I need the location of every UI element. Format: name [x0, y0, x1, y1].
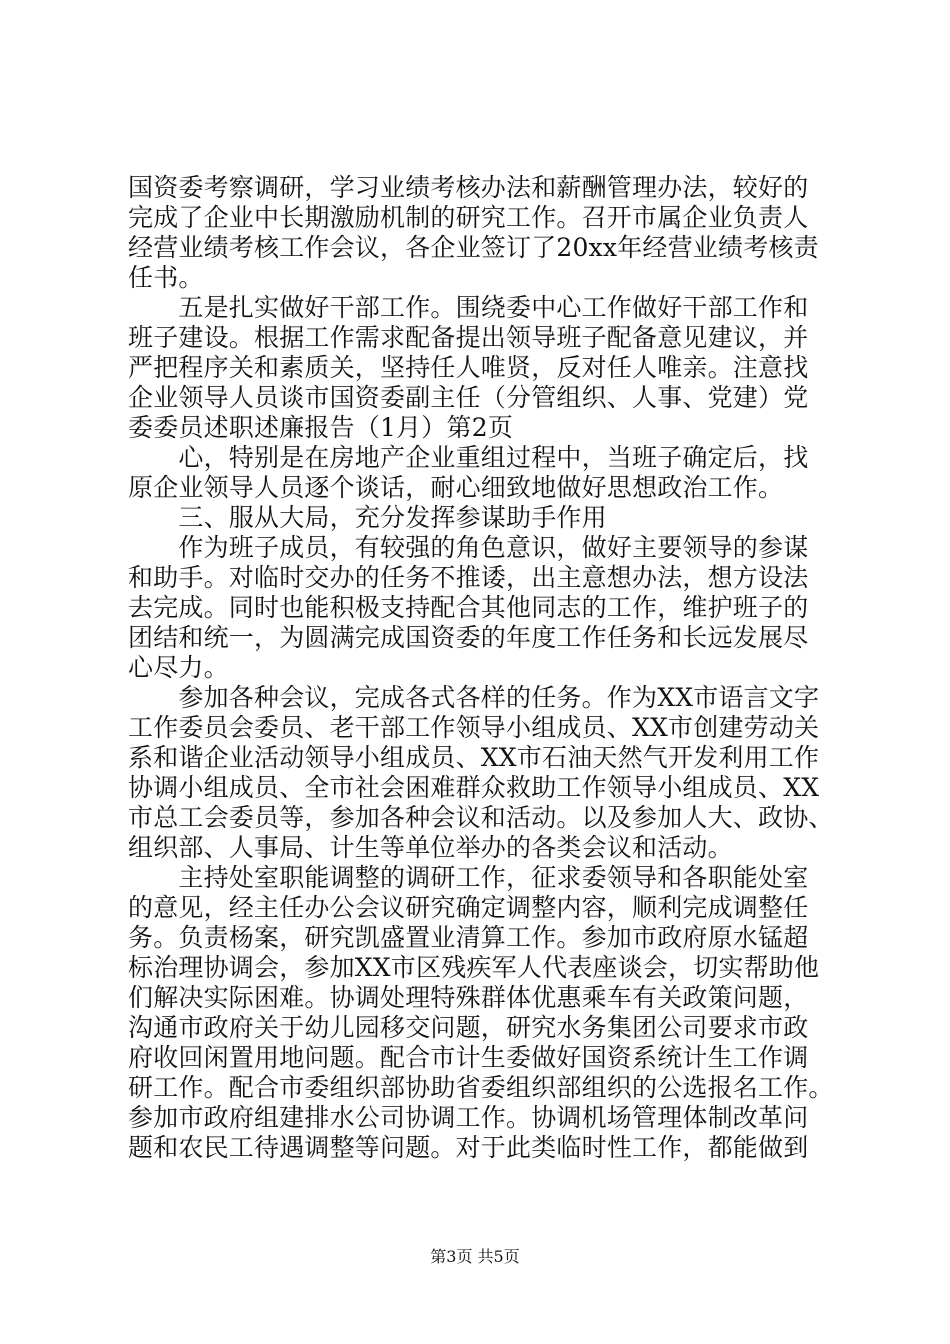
text-line: 的意见，经主任办公会议研究确定调整内容，顺利完成调整任: [128, 893, 809, 922]
text-line: 组织部、人事局、计生等单位举办的各类会议和活动。: [128, 833, 733, 862]
text-line: 题和农民工待遇调整等问题。对于此类临时性工作，都能做到: [128, 1133, 809, 1162]
text-line: 参加市政府组建排水公司协调工作。协调机场管理体制改革问: [128, 1103, 809, 1132]
text-line: 研工作。配合市委组织部协助省委组织部组织的公选报名工作。: [128, 1073, 834, 1102]
section-heading: 三、服从大局，充分发挥参谋助手作用: [128, 503, 607, 532]
text-line: 作为班子成员，有较强的角色意识，做好主要领导的参谋: [128, 533, 809, 562]
text-line: 和助手。对临时交办的任务不推诿，出主意想办法，想方设法: [128, 563, 809, 592]
text-line: 国资委考察调研，学习业绩考核办法和薪酬管理办法，较好的: [128, 173, 809, 202]
document-body: [128, 173, 834, 1163]
text-line: 工作委员会委员、老干部工作领导小组成员、XX市创建劳动关: [128, 713, 820, 742]
text-line: 务。负责杨案，研究凯盛置业清算工作。参加市政府原水锰超: [128, 923, 809, 952]
text-line: 企业领导人员谈市国资委副主任（分管组织、人事、党建）党: [128, 383, 809, 412]
text-line: 们解决实际困难。协调处理特殊群体优惠乘车有关政策问题，: [128, 983, 809, 1012]
text-line: 府收回闲置用地问题。配合市计生委做好国资系统计生工作调: [128, 1043, 809, 1072]
text-line: 去完成。同时也能积极支持配合其他同志的工作，维护班子的: [128, 593, 809, 622]
text-line: 参加各种会议，完成各式各样的任务。作为XX市语言文字: [128, 683, 820, 712]
page-number-footer: 第3页 共5页: [430, 1247, 520, 1266]
text-line: 班子建设。根据工作需求配备提出领导班子配备意见建议，并: [128, 323, 809, 352]
text-line: 心尽力。: [128, 653, 229, 682]
text-line: 严把程序关和素质关，坚持任人唯贤，反对任人唯亲。注意找: [128, 353, 809, 382]
text-line: 原企业领导人员逐个谈话，耐心细致地做好思想政治工作。: [128, 473, 784, 502]
text-line: 主持处室职能调整的调研工作，征求委领导和各职能处室: [128, 863, 809, 892]
text-line: 心，特别是在房地产企业重组过程中，当班子确定后，找: [128, 443, 809, 472]
text-line: 标治理协调会，参加XX市区残疾军人代表座谈会，切实帮助他: [128, 953, 820, 982]
text-line: 市总工会委员等，参加各种会议和活动。以及参加人大、政协、: [128, 803, 834, 832]
text-line: 系和谐企业活动领导小组成员、XX市石油天然气开发利用工作: [128, 743, 820, 772]
text-line: 协调小组成员、全市社会困难群众救助工作领导小组成员、XX: [128, 773, 820, 802]
text-line: 团结和统一，为圆满完成国资委的年度工作任务和长远发展尽: [128, 623, 809, 652]
text-line: 委委员述职述廉报告（1月）第2页: [128, 413, 514, 442]
text-line: 任书。: [128, 263, 204, 292]
text-line: 沟通市政府关于幼儿园移交问题，研究水务集团公司要求市政: [128, 1013, 809, 1042]
text-line: 五是扎实做好干部工作。围绕委中心工作做好干部工作和: [128, 293, 809, 322]
text-line: 完成了企业中长期激励机制的研究工作。召开市属企业负责人: [128, 203, 809, 232]
text-line: 经营业绩考核工作会议，各企业签订了20xx年经营业绩考核责: [128, 233, 819, 262]
